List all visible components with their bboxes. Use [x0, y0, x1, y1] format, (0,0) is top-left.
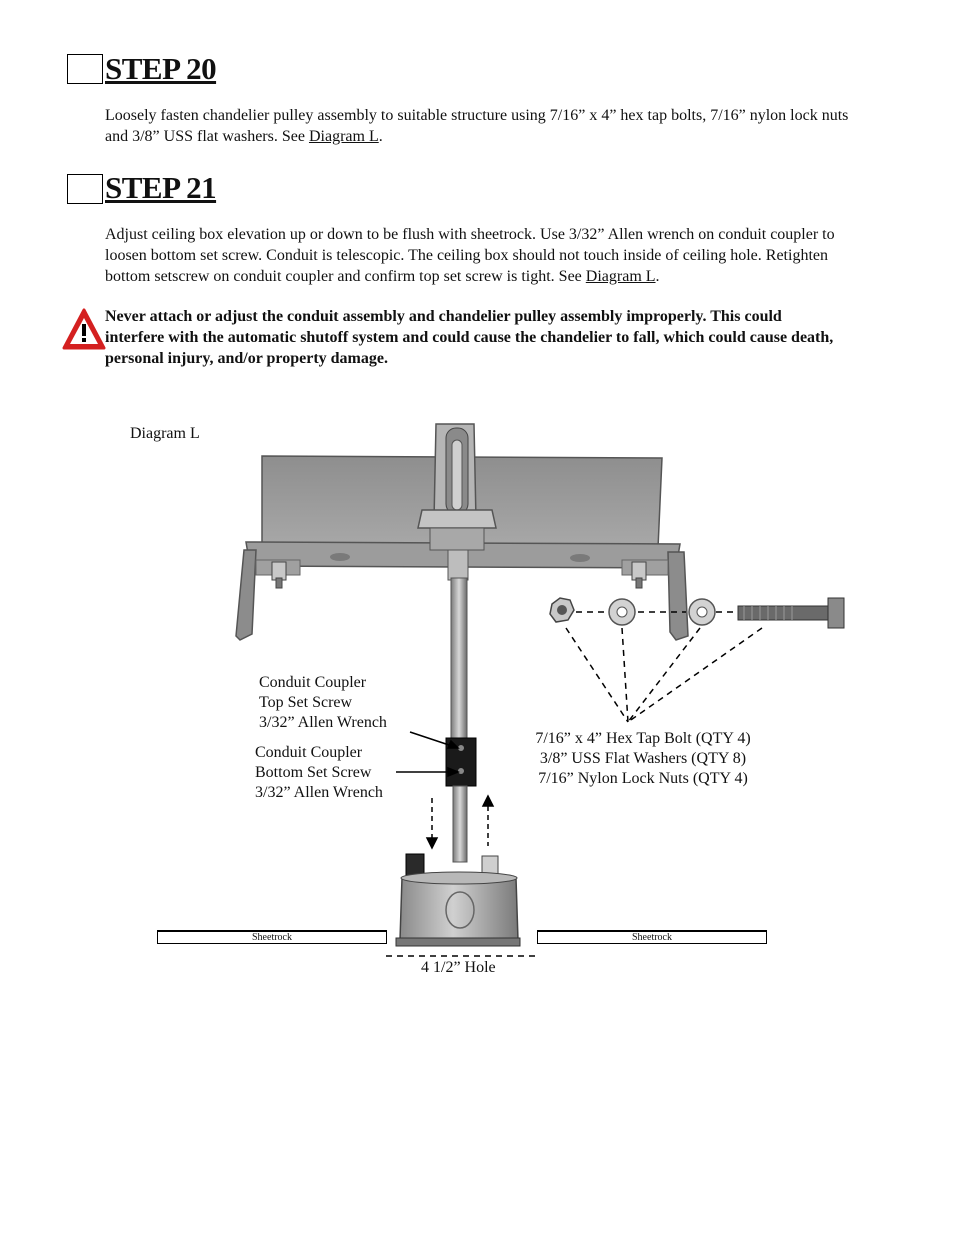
- hardware-parts: [550, 598, 844, 628]
- hardware-washers: 3/8” USS Flat Washers (QTY 8): [539, 750, 747, 767]
- hardware-nuts: 7/16” Nylon Lock Nuts (QTY 4): [538, 770, 748, 787]
- sheetrock-left: Sheetrock: [157, 930, 387, 944]
- bottom-set-screw-line3: 3/32” Allen Wrench: [255, 784, 383, 801]
- step20-diagram-link[interactable]: Diagram L: [308, 128, 379, 145]
- step21-title: STEP 21: [105, 170, 217, 205]
- bottom-set-screw-line2: Bottom Set Screw: [255, 764, 372, 781]
- step21-text-body: Adjust ceiling box elevation up or down to be flush with sheetrock. Use 3/32” Allen wrench on conduit coupler to loosen bottom set screw. Conduit is telescopic. The ceiling box should not touch inside of ceiling hole. Retighten bottom setscrew on conduit coupler and confirm top set screw is tight. See: [105, 226, 835, 285]
- top-set-screw-line1: Conduit Coupler: [259, 674, 367, 691]
- top-set-screw-line2: Top Set Screw: [259, 694, 353, 711]
- hole-label: 4 1/2” Hole: [421, 959, 496, 976]
- diagram-title: Diagram L: [130, 425, 200, 442]
- sheetrock-right: Sheetrock: [537, 930, 767, 944]
- conduit-tube: [446, 578, 476, 862]
- bottom-set-screw-line1: Conduit Coupler: [255, 744, 363, 761]
- step20-title: STEP 20: [105, 51, 217, 86]
- step20-text-end: .: [378, 128, 383, 145]
- warning-text: Never attach or adjust the conduit assembly and chandelier pulley assembly improperly. This could interfere with the automatic shutoff system and could cause the chandelier to fall, which could cause death, personal injury, and/or property damage.: [105, 308, 834, 367]
- hardware-list: [522, 729, 764, 789]
- step20-text-body: Loosely fasten chandelier pulley assembly to suitable structure using 7/16” x 4” hex tap bolts, 7/16” nylon lock nuts and 3/8” USS flat washers. See: [105, 107, 849, 145]
- bottom-set-screw-label: [255, 743, 383, 803]
- step21-text-end: .: [655, 268, 660, 285]
- hardware-dashed-lines: [566, 612, 762, 722]
- top-set-screw-label: [259, 673, 387, 733]
- top-set-screw-line3: 3/32” Allen Wrench: [259, 714, 387, 731]
- hardware-bolt: 7/16” x 4” Hex Tap Bolt (QTY 4): [535, 730, 751, 747]
- ceiling-box: [396, 854, 520, 946]
- step21-diagram-link[interactable]: Diagram L: [585, 268, 656, 285]
